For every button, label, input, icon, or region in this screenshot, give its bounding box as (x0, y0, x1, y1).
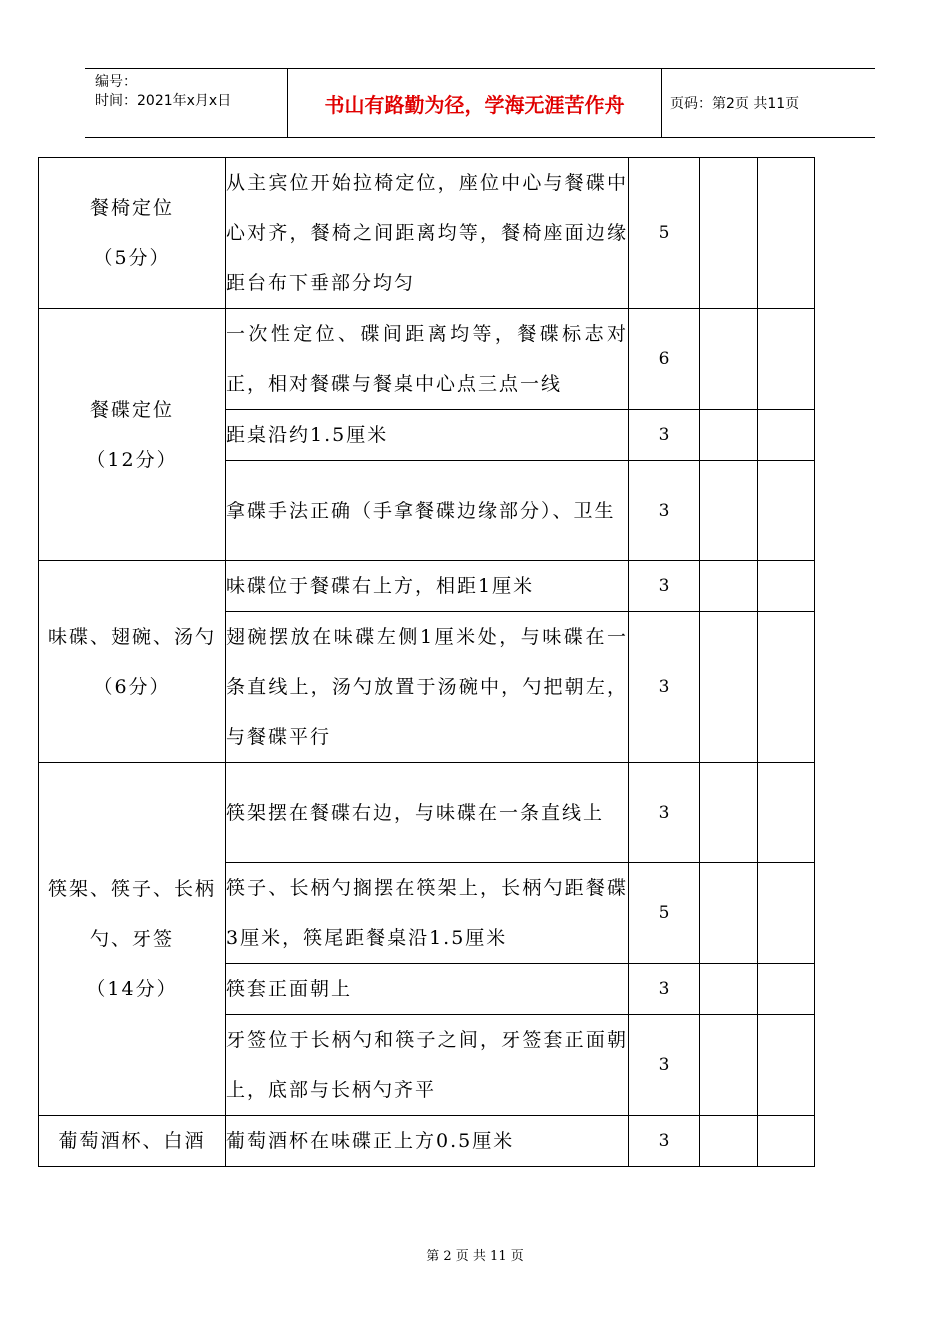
category-cell (39, 309, 226, 561)
blank-cell (700, 561, 758, 612)
header-motto: 书山有路勤为径，学海无涯苦作舟 (287, 69, 662, 137)
category-name: 味碟、翅碗、汤勺 (47, 625, 216, 648)
criterion-score: 3 (629, 612, 700, 763)
blank-cell (700, 964, 758, 1015)
blank-cell (758, 410, 815, 461)
category-points: （5分） (93, 247, 171, 269)
blank-cell (758, 461, 815, 561)
table-row (39, 1116, 815, 1167)
criterion-description: 拿碟手法正确（手拿餐碟边缘部分）、卫生 (226, 461, 629, 561)
blank-cell (700, 309, 758, 410)
criterion-score: 3 (629, 964, 700, 1015)
table-row (39, 158, 815, 309)
blank-cell (700, 612, 758, 763)
document-time-label: 时间：2021年x月x日 (95, 93, 232, 109)
category-cell (39, 763, 226, 1116)
blank-cell (700, 863, 758, 964)
blank-cell (700, 763, 758, 863)
criterion-score: 5 (629, 158, 700, 309)
category-name: 筷架、筷子、长柄勺、牙签 (47, 878, 216, 950)
category-cell (39, 158, 226, 309)
criterion-description: 从主宾位开始拉椅定位，座位中心与餐碟中心对齐，餐椅之间距离均等，餐椅座面边缘距台布下垂部分均匀 (226, 158, 629, 309)
category-points: （14分） (86, 978, 178, 1000)
criterion-score: 3 (629, 410, 700, 461)
header-page-number: 页码：第2页 共11页 (670, 96, 800, 112)
blank-cell (758, 1015, 815, 1116)
blank-cell (758, 763, 815, 863)
document-number-label: 编号： (95, 74, 137, 90)
category-name: 葡萄酒杯、白酒 (58, 1130, 206, 1152)
criterion-description: 葡萄酒杯在味碟正上方0.5厘米 (226, 1116, 629, 1167)
category-points: （6分） (93, 675, 171, 698)
criterion-description: 牙签位于长柄勺和筷子之间，牙签套正面朝上，底部与长柄勺齐平 (226, 1015, 629, 1116)
blank-cell (700, 410, 758, 461)
blank-cell (758, 158, 815, 309)
criterion-score: 3 (629, 763, 700, 863)
blank-cell (758, 309, 815, 410)
table-row (39, 561, 815, 612)
criterion-score: 6 (629, 309, 700, 410)
scoring-table (38, 157, 815, 1167)
criterion-score: 3 (629, 1015, 700, 1116)
blank-cell (700, 461, 758, 561)
blank-cell (700, 1116, 758, 1167)
criterion-score: 3 (629, 1116, 700, 1167)
category-points: （12分） (86, 448, 178, 471)
category-name: 餐椅定位 (89, 197, 174, 219)
criterion-description: 一次性定位、碟间距离均等，餐碟标志对正，相对餐碟与餐桌中心点三点一线 (226, 309, 629, 410)
criterion-description: 味碟位于餐碟右上方，相距1厘米 (226, 561, 629, 612)
category-name: 餐碟定位 (89, 398, 174, 421)
blank-cell (758, 964, 815, 1015)
criterion-description: 筷架摆在餐碟右边，与味碟在一条直线上 (226, 763, 629, 863)
category-cell (39, 561, 226, 763)
page-footer: 第 2 页 共 11 页 (426, 1249, 524, 1264)
blank-cell (758, 1116, 815, 1167)
blank-cell (700, 1015, 758, 1116)
page-header (85, 68, 875, 138)
table-row (39, 763, 815, 863)
criterion-description: 翅碗摆放在味碟左侧1厘米处，与味碟在一条直线上，汤勺放置于汤碗中，勺把朝左，与餐碟平行 (226, 612, 629, 763)
criterion-score: 5 (629, 863, 700, 964)
blank-cell (700, 158, 758, 309)
header-info (95, 73, 231, 111)
criterion-description: 筷子、长柄勺搁摆在筷架上，长柄勺距餐碟3厘米，筷尾距餐桌沿1.5厘米 (226, 863, 629, 964)
category-cell (39, 1116, 226, 1167)
criterion-description: 距桌沿约1.5厘米 (226, 410, 629, 461)
criterion-description: 筷套正面朝上 (226, 964, 629, 1015)
criterion-score: 3 (629, 461, 700, 561)
criterion-score: 3 (629, 561, 700, 612)
table-row (39, 309, 815, 410)
blank-cell (758, 612, 815, 763)
blank-cell (758, 863, 815, 964)
blank-cell (758, 561, 815, 612)
